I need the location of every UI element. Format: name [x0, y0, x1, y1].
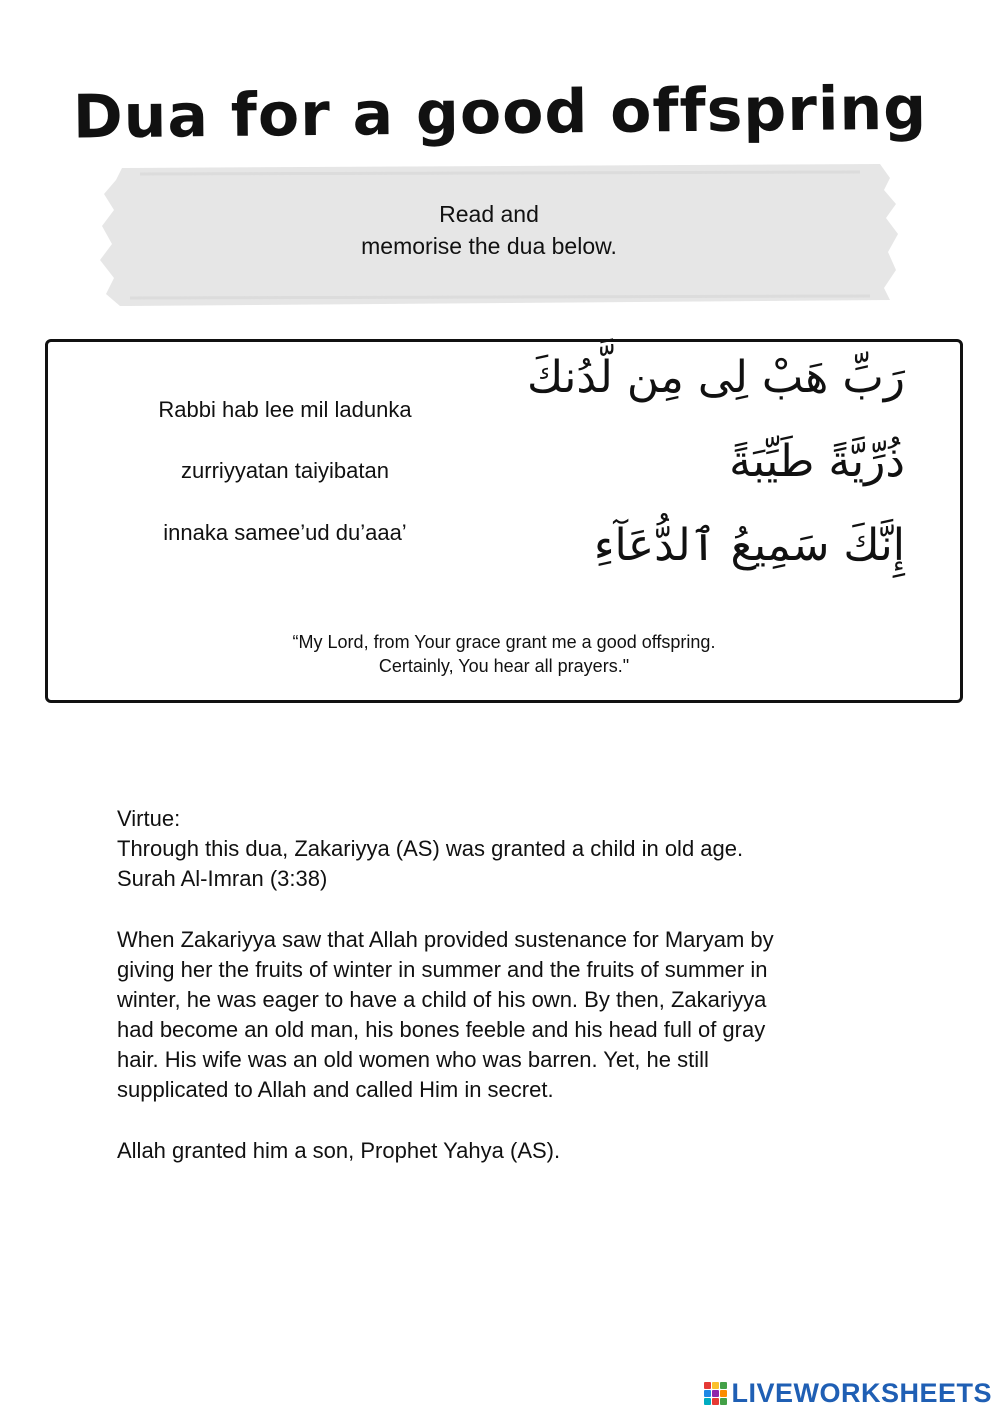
arabic-line-2: ذُرِّيَّةً طَيِّبَةً: [729, 436, 905, 487]
logo-text: LIVEWORKSHEETS: [731, 1378, 992, 1408]
story-line: had become an old man, his bones feeble and his head full of gray: [117, 1017, 766, 1042]
virtue-section: [117, 804, 897, 894]
dua-translation: [45, 630, 963, 678]
story-conclusion: [117, 1136, 897, 1166]
transliteration-line-1: Rabbi hab lee mil ladunka: [158, 397, 412, 422]
arabic-line-3: إِنَّكَ سَمِيعُ ٱلدُّعَآءِ: [593, 520, 905, 571]
story-line: giving her the fruits of winter in summer and the fruits of summer in: [117, 957, 768, 982]
liveworksheets-logo-icon: [704, 1382, 727, 1405]
transliteration-line-2: zurriyyatan taiyibatan: [181, 458, 389, 483]
translation-line-2: Certainly, You hear all prayers.": [378, 656, 630, 676]
virtue-reference: Surah Al-Imran (3:38): [117, 866, 328, 891]
story-paragraph: [117, 925, 897, 1105]
transliteration-line-3: innaka samee’ud du’aaa’: [163, 520, 407, 545]
conclusion-line: Allah granted him a son, Prophet Yahya (AS).: [117, 1138, 561, 1163]
story-line: hair. His wife was an old women who was barren. Yet, he still: [117, 1047, 709, 1072]
story-line: When Zakariyya saw that Allah provided sustenance for Maryam by: [117, 927, 774, 952]
virtue-heading: Virtue:: [117, 806, 181, 831]
virtue-line-1: Through this dua, Zakariyya (AS) was granted a child in old age.: [117, 836, 744, 861]
story-line: winter, he was eager to have a child of his own. By then, Zakariyya: [117, 987, 767, 1012]
arabic-line-1: رَبِّ هَبْ لِى مِن لَّدُنكَ: [527, 352, 905, 403]
page-title: Dua for a good offspring: [72, 73, 928, 153]
liveworksheets-logo[interactable]: [704, 1378, 992, 1409]
story-line: supplicated to Allah and called Him in secret.: [117, 1077, 554, 1102]
instruction-line-2: memorise the dua below.: [361, 233, 617, 259]
translation-line-1: “My Lord, from Your grace grant me a good offspring.: [292, 632, 716, 652]
instruction-text: [0, 198, 978, 262]
instruction-line-1: Read and: [439, 201, 539, 227]
